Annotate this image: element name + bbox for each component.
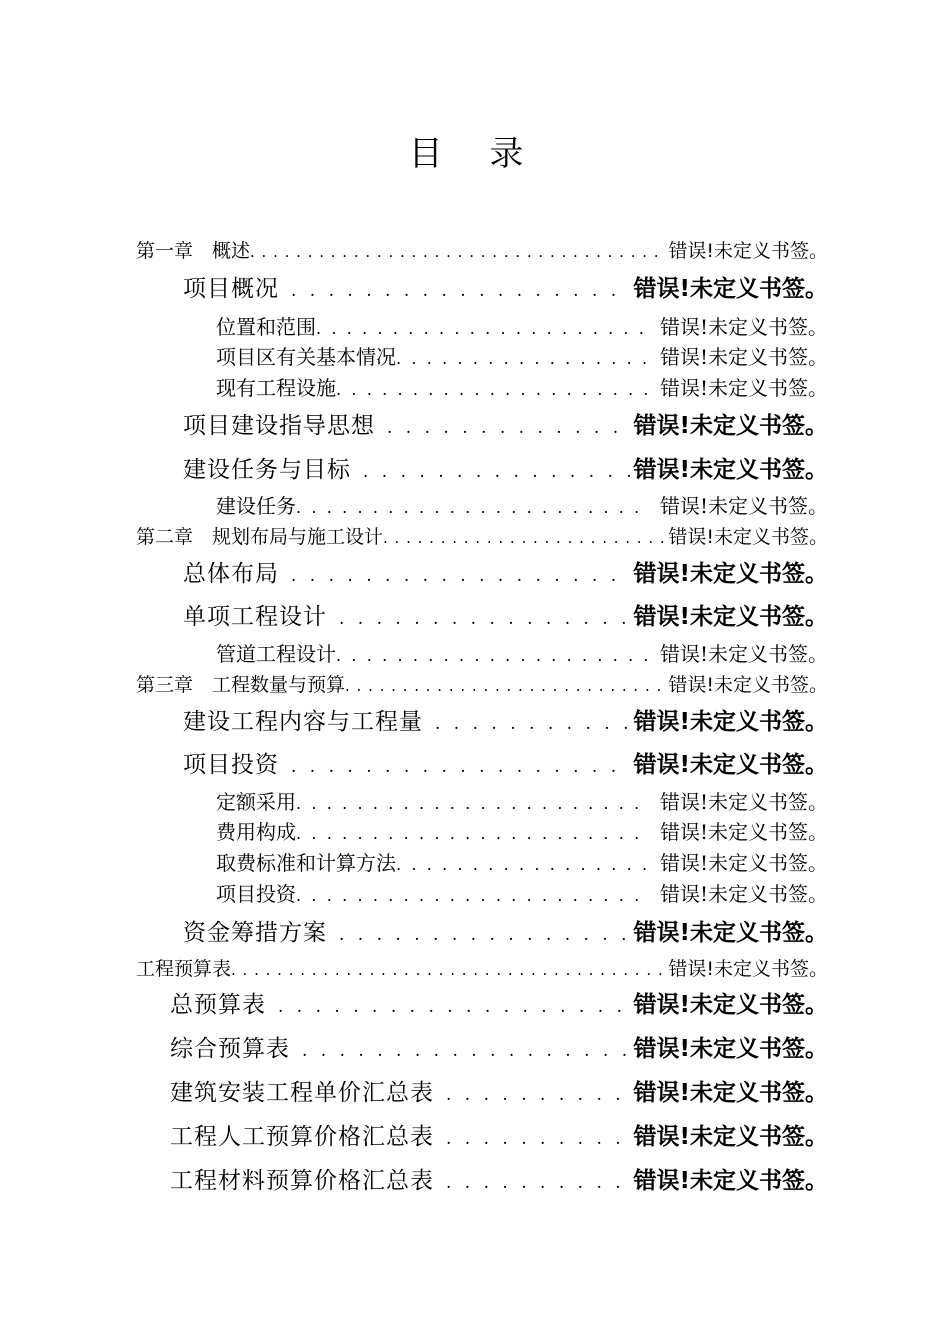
- toc-leader-dots: [339, 925, 630, 945]
- toc-entry[interactable]: [183, 555, 828, 595]
- toc-entry-page: 错误!未定义书签。: [668, 526, 828, 548]
- toc-entry[interactable]: [183, 914, 828, 954]
- toc-entry-title: 项目建设指导思想: [183, 413, 375, 439]
- toc-entry[interactable]: [216, 490, 828, 520]
- toc-leader-dots: [296, 498, 648, 517]
- toc-entry[interactable]: [183, 598, 828, 638]
- toc-entry-page: 错误!未定义书签。: [633, 457, 828, 483]
- toc-entry-title: 项目投资: [183, 752, 279, 778]
- toc-leader-dots: [363, 462, 630, 482]
- toc-entry-page: 错误!未定义书签。: [668, 958, 828, 980]
- toc-entry-title: 工程材料预算价格汇总表: [170, 1168, 434, 1194]
- toc-entry-page: 错误!未定义书签。: [633, 561, 828, 587]
- toc-leader-dots: [296, 824, 648, 843]
- toc-entry-title: 管道工程设计: [216, 642, 336, 666]
- toc-entry[interactable]: [170, 986, 828, 1026]
- toc-entry-title: 总预算表: [170, 992, 266, 1018]
- toc-entry[interactable]: [170, 1030, 828, 1070]
- toc-leader-dots: [396, 349, 648, 368]
- toc-leader-dots: [278, 997, 630, 1017]
- toc-entry-page: 错误!未定义书签。: [659, 494, 828, 518]
- toc-entry[interactable]: [216, 311, 828, 341]
- toc-entry[interactable]: [183, 746, 828, 786]
- toc-entry-title: 综合预算表: [170, 1036, 290, 1062]
- toc-entry-page: 错误!未定义书签。: [659, 882, 828, 906]
- toc-entry-title: 第三章 工程数量与预算: [136, 674, 346, 696]
- toc-entry[interactable]: [216, 878, 828, 908]
- toc-entry-title: 项目区有关基本情况: [216, 345, 396, 369]
- toc-entry-title: 项目概况: [183, 276, 279, 302]
- toc-entry-page: 错误!未定义书签。: [633, 920, 828, 946]
- toc-entry-title: 现有工程设施: [216, 376, 336, 400]
- toc-entry-page: 错误!未定义书签。: [633, 1124, 828, 1150]
- toc-leader-dots: [231, 961, 664, 979]
- toc-entry[interactable]: [136, 670, 828, 700]
- toc-entry-page: 错误!未定义书签。: [659, 345, 828, 369]
- toc-entry-title: 第一章 概述: [136, 240, 251, 262]
- toc-entry-title: 定额采用: [216, 790, 296, 814]
- toc-entry-page: 错误!未定义书签。: [633, 1168, 828, 1194]
- toc-entry-title: 建设工程内容与工程量: [183, 709, 423, 735]
- toc-leader-dots: [383, 529, 664, 547]
- page-title: 目 录: [408, 134, 542, 174]
- toc-entry-title: 总体布局: [183, 561, 279, 587]
- toc-entry[interactable]: [136, 236, 828, 266]
- toc-leader-dots: [345, 677, 664, 695]
- toc-leader-dots: [336, 646, 648, 665]
- toc-entry-page: 错误!未定义书签。: [633, 992, 828, 1018]
- toc-entry-title: 工程预算表: [136, 958, 232, 980]
- toc-entry-page: 错误!未定义书签。: [659, 376, 828, 400]
- toc-entry-title: 第二章 规划布局与施工设计: [136, 526, 384, 548]
- toc-entry-page: 错误!未定义书签。: [633, 709, 828, 735]
- toc-leader-dots: [296, 886, 648, 905]
- toc-entry-title: 建设任务: [216, 494, 296, 518]
- toc-leader-dots: [446, 1173, 630, 1193]
- toc-leader-dots: [336, 380, 648, 399]
- toc-entry-page: 错误!未定义书签。: [633, 752, 828, 778]
- toc-leader-dots: [291, 757, 630, 777]
- toc-leader-dots: [339, 609, 630, 629]
- toc-leader-dots: [387, 418, 630, 438]
- toc-entry[interactable]: [183, 703, 828, 743]
- toc-leader-dots: [435, 714, 630, 734]
- toc-entry-page: 错误!未定义书签。: [659, 642, 828, 666]
- toc-entry[interactable]: [170, 1118, 828, 1158]
- toc-leader-dots: [302, 1041, 630, 1061]
- toc-entry-page: 错误!未定义书签。: [668, 240, 828, 262]
- toc-leader-dots: [296, 794, 648, 813]
- toc-entry[interactable]: [216, 847, 828, 877]
- toc-entry[interactable]: [170, 1074, 828, 1114]
- toc-entry[interactable]: [216, 638, 828, 668]
- toc-leader-dots: [291, 281, 630, 301]
- toc-entry-title: 单项工程设计: [183, 604, 327, 630]
- toc-entry-page: 错误!未定义书签。: [633, 413, 828, 439]
- toc-entry-title: 项目投资: [216, 882, 296, 906]
- toc-entry[interactable]: [216, 786, 828, 816]
- toc-entry[interactable]: [216, 341, 828, 371]
- toc-entry-page: 错误!未定义书签。: [659, 851, 828, 875]
- toc-entry[interactable]: [183, 451, 828, 491]
- toc-entry[interactable]: [216, 372, 828, 402]
- toc-leader-dots: [291, 566, 630, 586]
- toc-entry[interactable]: [170, 1162, 828, 1202]
- toc-entry[interactable]: [183, 407, 828, 447]
- toc-leader-dots: [396, 855, 648, 874]
- toc-entry-page: 错误!未定义书签。: [659, 790, 828, 814]
- toc-entry[interactable]: [183, 270, 828, 310]
- toc-entry-title: 取费标准和计算方法: [216, 851, 396, 875]
- toc-entry-page: 错误!未定义书签。: [633, 1036, 828, 1062]
- toc-leader-dots: [316, 319, 648, 338]
- toc-entry-page: 错误!未定义书签。: [659, 315, 828, 339]
- toc-entry-page: 错误!未定义书签。: [633, 1080, 828, 1106]
- toc-leader-dots: [446, 1085, 630, 1105]
- toc-entry-page: 错误!未定义书签。: [633, 276, 828, 302]
- toc-entry-title: 工程人工预算价格汇总表: [170, 1124, 434, 1150]
- toc-entry-title: 建筑安装工程单价汇总表: [170, 1080, 434, 1106]
- toc-leader-dots: [250, 243, 664, 261]
- toc-entry-title: 位置和范围: [216, 315, 316, 339]
- toc-entry-page: 错误!未定义书签。: [633, 604, 828, 630]
- toc-entry-title: 费用构成: [216, 820, 296, 844]
- toc-entry-page: 错误!未定义书签。: [668, 674, 828, 696]
- toc-entry[interactable]: [216, 816, 828, 846]
- toc-entry-title: 资金筹措方案: [183, 920, 327, 946]
- toc-entry-page: 错误!未定义书签。: [659, 820, 828, 844]
- toc-entry[interactable]: [136, 522, 828, 552]
- toc-leader-dots: [446, 1129, 630, 1149]
- toc-entry-title: 建设任务与目标: [183, 457, 351, 483]
- toc-entry[interactable]: [136, 954, 828, 984]
